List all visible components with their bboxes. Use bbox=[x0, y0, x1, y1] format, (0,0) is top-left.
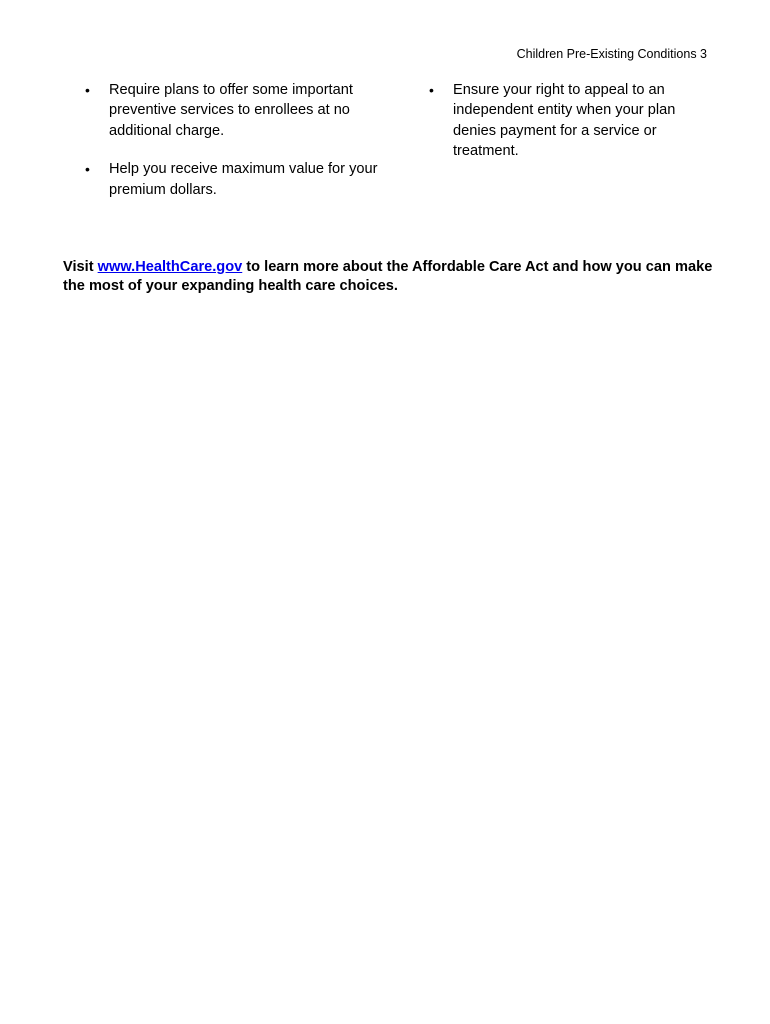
bullet-text: Help you receive maximum value for your premium dollars. bbox=[109, 161, 378, 198]
bullet-item bbox=[82, 159, 382, 200]
running-header: Children Pre-Existing Conditions 3 bbox=[516, 47, 707, 61]
bullet-list-right bbox=[426, 80, 716, 180]
healthcare-gov-link[interactable]: www.HealthCare.gov bbox=[97, 259, 243, 275]
bullet-item bbox=[82, 80, 382, 141]
closing-suffix: to learn more about the Affordable Care Act and how you can make the most of your expanding health care choices. bbox=[63, 259, 713, 294]
bullet-icon: • bbox=[85, 161, 90, 178]
bullet-text: Require plans to offer some important preventive services to enrollees at no additional charge. bbox=[109, 82, 353, 139]
bullet-icon: • bbox=[85, 82, 90, 98]
closing-paragraph bbox=[63, 258, 723, 295]
closing-prefix: Visit bbox=[63, 259, 98, 275]
bullet-text: Ensure your right to appeal to an independent entity when your plan denies payment for a service or treatment. bbox=[453, 82, 676, 160]
bullet-item bbox=[426, 80, 716, 162]
bullet-list-left bbox=[82, 80, 382, 218]
bullet-icon: • bbox=[429, 82, 434, 98]
